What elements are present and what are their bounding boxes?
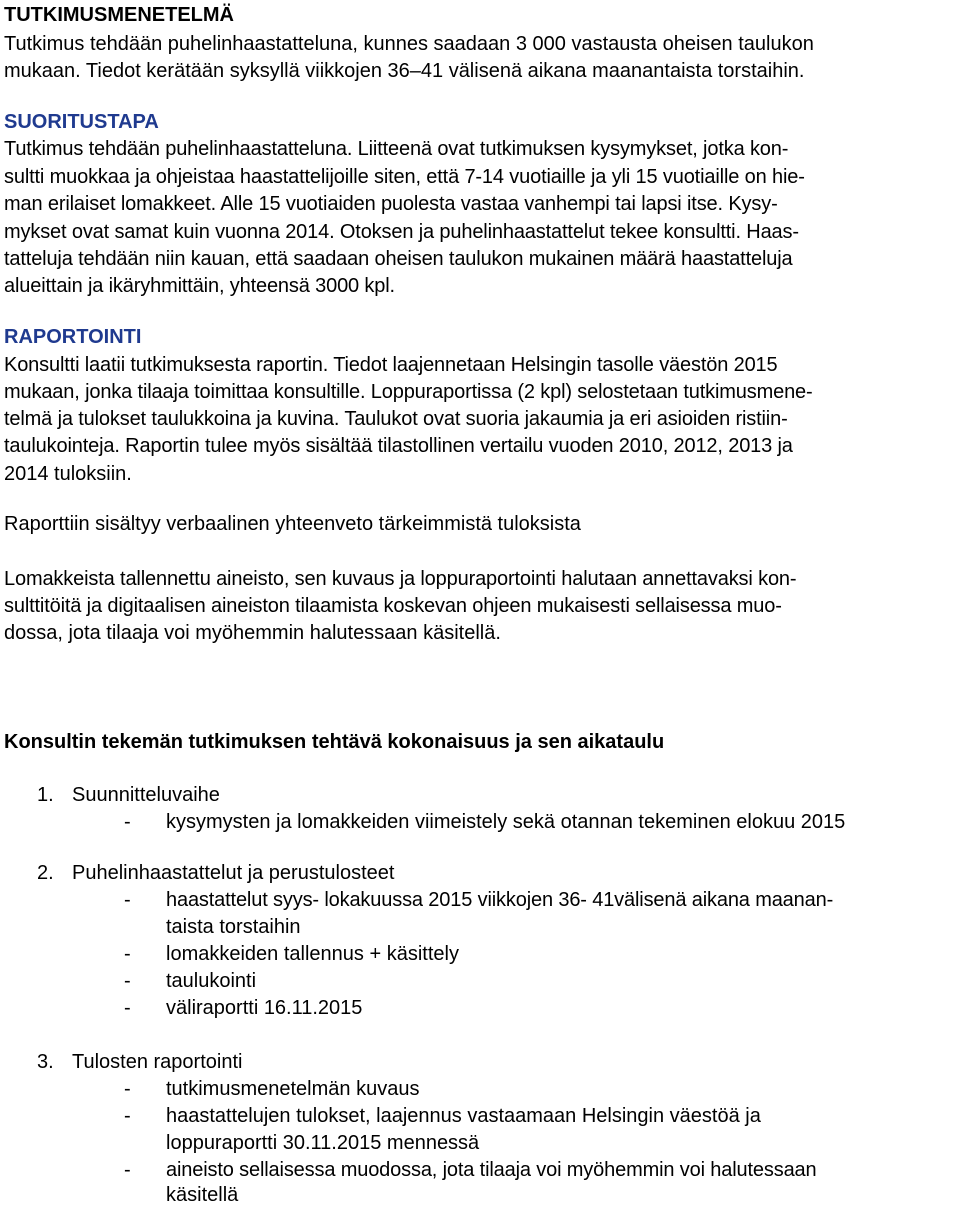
heading-kokonaisuus: Konsultin tekemän tutkimuksen tehtävä kokonaisuus ja sen aikataulu [4,731,665,753]
list-item: lomakkeiden tallennus + käsittely [166,943,459,965]
paragraph-line: man erilaiset lomakkeet. Alle 15 vuotiaiden puolesta vastaa vanhempi tai lapsi itse. Kysy- [4,193,778,215]
heading-suoritustapa: SUORITUSTAPA [4,111,159,133]
list-dash: - [124,1159,131,1181]
heading-tutkimusmenetelma: TUTKIMUSMENETELMÄ [4,4,234,26]
list-item: haastattelut syys- lokakuussa 2015 viikkojen 36- 41välisenä aikana maanan- [166,889,834,911]
paragraph-line: taulukointeja. Raportin tulee myös sisältää tilastollinen vertailu vuoden 2010, 2012, 2013 ja [4,435,793,457]
paragraph-line: alueittain ja ikäryhmittäin, yhteensä 3000 kpl. [4,275,395,297]
paragraph-line: mukaan, jonka tilaaja toimittaa konsultille. Loppuraportissa (2 kpl) selostetaan tutkimusmene- [4,381,813,403]
summary-sentence: Raporttiin sisältyy verbaalinen yhteenveto tärkeimmistä tuloksista [4,513,581,535]
phase-number: 2. [37,862,54,884]
list-item: aineisto sellaisessa muodossa, jota tilaaja voi myöhemmin voi halutessaan [166,1159,817,1181]
paragraph-line: dossa, jota tilaaja voi myöhemmin halutessaan käsitellä. [4,622,501,644]
list-dash: - [124,1078,131,1100]
list-item-continuation: käsitellä [166,1184,239,1206]
paragraph-line: 2014 tuloksiin. [4,463,132,485]
paragraph-line: tatteluja tehdään niin kauan, että saadaan oheisen taulukon mukainen määrä haastatteluja [4,248,793,270]
phase-number: 3. [37,1051,54,1073]
list-dash: - [124,970,131,992]
list-dash: - [124,889,131,911]
paragraph-line: Tutkimus tehdään puhelinhaastatteluna. Liitteenä ovat tutkimuksen kysymykset, jotka kon- [4,138,789,160]
list-item: haastattelujen tulokset, laajennus vastaamaan Helsingin väestöä ja [166,1105,761,1127]
list-item: tutkimusmenetelmän kuvaus [166,1078,420,1100]
list-item: väliraportti 16.11.2015 [166,997,363,1019]
list-dash: - [124,811,131,833]
paragraph-line: mukaan. Tiedot kerätään syksyllä viikkojen 36–41 välisenä aikana maanantaista torstaihin. [4,60,805,82]
list-item: taulukointi [166,970,257,992]
phase-title: Suunnitteluvaihe [72,784,220,806]
phase-title: Puhelinhaastattelut ja perustulosteet [72,862,395,884]
list-item: kysymysten ja lomakkeiden viimeistely sekä otannan tekeminen elokuu 2015 [166,811,846,833]
paragraph-line: Tutkimus tehdään puhelinhaastatteluna, kunnes saadaan 3 000 vastausta oheisen taulukon [4,33,814,55]
phase-title: Tulosten raportointi [72,1051,243,1073]
paragraph-line: sultti muokkaa ja ohjeistaa haastattelijoille siten, että 7-14 vuotiaille ja yli 15 vuotiaille on hie- [4,166,805,188]
list-dash: - [124,1105,131,1127]
list-dash: - [124,943,131,965]
phase-number: 1. [37,784,54,806]
list-item-continuation: taista torstaihin [166,916,301,938]
paragraph-line: Lomakkeista tallennettu aineisto, sen kuvaus ja loppuraportointi halutaan annettavaksi kon- [4,568,797,590]
paragraph-line: telmä ja tulokset taulukkoina ja kuvina. Taulukot ovat suoria jakaumia ja eri asioiden ristiin- [4,408,788,430]
list-dash: - [124,997,131,1019]
paragraph-line: Konsultti laatii tutkimuksesta raportin. Tiedot laajennetaan Helsingin tasolle väestön 2015 [4,354,778,376]
paragraph-line: sulttitöitä ja digitaalisen aineiston tilaamista koskevan ohjeen mukaisesti sellaisessa muo- [4,595,782,617]
paragraph-line: mykset ovat samat kuin vuonna 2014. Otoksen ja puhelinhaastattelut tekee konsultti. Haas- [4,221,799,243]
heading-raportointi: RAPORTOINTI [4,326,142,348]
list-item-continuation: loppuraportti 30.11.2015 mennessä [166,1132,480,1154]
